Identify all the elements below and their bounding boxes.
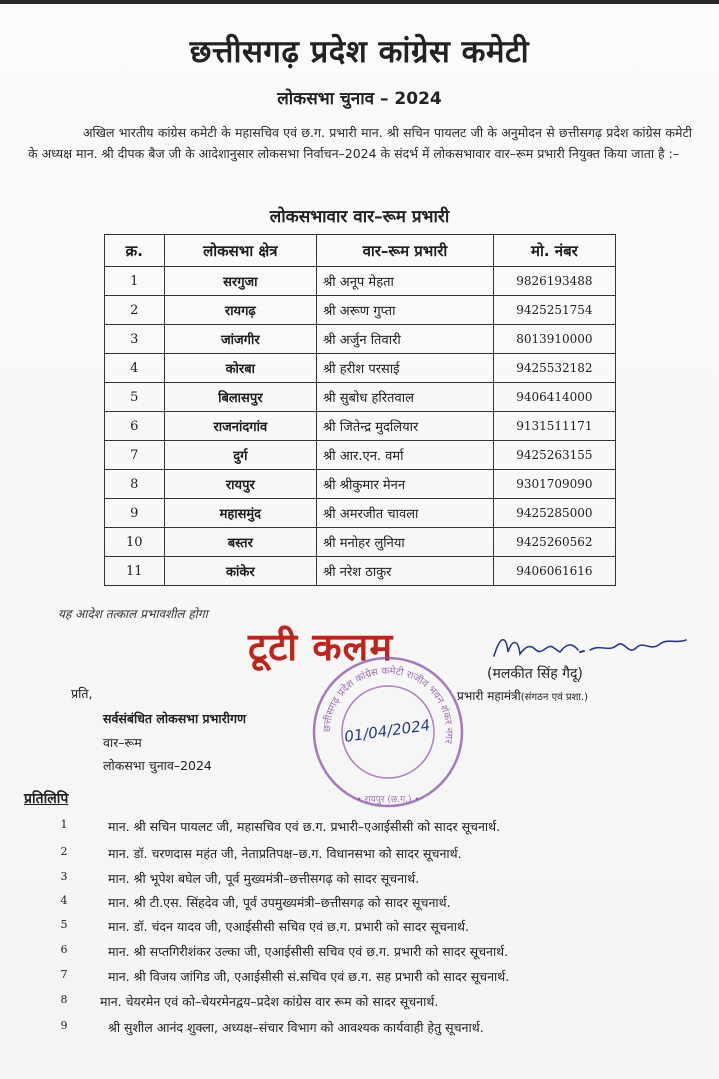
- cell-sn: 3: [105, 325, 165, 354]
- seal-bottom-text: • रायपुर (छ.ग.) •: [356, 795, 420, 805]
- signatory-post: [457, 687, 588, 704]
- copy-to-number: 7: [60, 968, 68, 981]
- copy-to-number: 3: [60, 870, 68, 883]
- copy-to-number: 6: [60, 943, 68, 956]
- copy-to-text: मान. डॉ. चंदन यादव जी, एआईसीसी सचिव एवं छ.ग. प्रभारी को सादर सूचनार्थ.: [108, 919, 469, 934]
- cell-incharge: श्री अमरजीत चावला: [317, 499, 494, 528]
- copy-to-text: मान. श्री सप्तगिरीशंकर उल्का जी, एआईसीसी सचिव एवं छ.ग. प्रभारी को सादर सूचनार्थ.: [108, 944, 509, 959]
- copy-to-number: 2: [60, 845, 68, 858]
- table-row: [105, 296, 616, 325]
- cell-sn: 10: [105, 528, 165, 557]
- table-row: [105, 470, 616, 499]
- copy-to-text: मान. श्री विजय जांगिड जी, एआईसीसी सं.सचिव एवं छ.ग. सह प्रभारी को सादर सूचनार्थ.: [108, 969, 510, 984]
- cell-sn: 1: [105, 267, 165, 296]
- table-header-row: [105, 235, 616, 267]
- copy-to-heading: प्रतिलिपि: [24, 791, 69, 807]
- cell-sn: 11: [105, 557, 165, 586]
- column-header-sn: क्र.: [105, 235, 165, 267]
- copy-to-text: मान. डॉ. चरणदास महंत जी, नेताप्रतिपक्ष–छ.ग. विधानसभा को सादर सूचनार्थ.: [108, 846, 462, 861]
- column-header-mobile: मो. नंबर: [493, 235, 615, 267]
- copy-to-text: मान. श्री भूपेश बघेल जी, पूर्व मुख्यमंत्री–छत्तीसगढ़ को सादर सूचनार्थ.: [108, 871, 420, 886]
- cell-area: रायगढ़: [164, 296, 316, 325]
- table-row: [105, 528, 616, 557]
- cell-area: बस्तर: [164, 528, 316, 557]
- copy-to-number: 1: [60, 818, 68, 831]
- cell-mobile: 9406061616: [493, 557, 615, 586]
- cell-area: राजनांदगांव: [164, 412, 316, 441]
- cell-incharge: श्री मनोहर लुनिया: [317, 528, 494, 557]
- top-border: [0, 0, 719, 4]
- order-effective-note: यह आदेश तत्काल प्रभावशील होगा: [58, 607, 208, 621]
- cell-area: रायपुर: [164, 470, 316, 499]
- cell-sn: 4: [105, 354, 165, 383]
- copy-to-number: 4: [60, 894, 68, 907]
- copy-to-text: श्री सुशील आनंद शुक्ला, अध्यक्ष–संचार विभाग को आवश्यक कार्यवाही हेतु सूचनार्थ.: [108, 1020, 484, 1035]
- cell-sn: 6: [105, 412, 165, 441]
- table-row: [105, 354, 616, 383]
- cell-incharge: श्री श्रीकुमार मेनन: [317, 470, 494, 499]
- cell-mobile: 9826193488: [493, 267, 615, 296]
- cell-sn: 2: [105, 296, 165, 325]
- cell-mobile: 9425251754: [493, 296, 615, 325]
- cell-mobile: 9425263155: [493, 441, 615, 470]
- table-row: [105, 267, 616, 296]
- cell-mobile: 9406414000: [493, 383, 615, 412]
- signatory-name: (मलकीत सिंह गैदू): [487, 666, 583, 682]
- overlay-watermark-text: टूटी कलम: [248, 625, 394, 669]
- handwritten-signature: [490, 626, 690, 666]
- table-row: [105, 499, 616, 528]
- page-title: छत्तीसगढ़ प्रदेश कांग्रेस कमेटी: [189, 34, 530, 70]
- copy-to-text: मान. चेयरमेन एवं को–चेयरमेनद्वय–प्रदेश कांग्रेस वार रूम को सादर सूचनार्थ.: [100, 994, 439, 1009]
- cell-incharge: श्री जितेन्द्र मुदलियार: [317, 412, 494, 441]
- war-room-table: [104, 234, 616, 586]
- table-heading: लोकसभावार वार–रूम प्रभारी: [269, 207, 450, 227]
- page-subtitle: लोकसभा चुनाव – 2024: [277, 89, 442, 109]
- copy-to-number: 8: [60, 993, 68, 1006]
- table-row: [105, 557, 616, 586]
- intro-paragraph: अखिल भारतीय कांग्रेस कमेटी के महासचिव एवं छ.ग. प्रभारी मान. श्री सचिन पायलट जी के अनुमोदन से छत्तीसगढ़ प्रदेश कांग्रेस कमेटी के अध्यक्ष मान. श्री दीपक बैज जी के आदेशानुसार लोकसभा निर्वाचन–2024 के संदर्भ में लोकसभावार वार–रूम प्रभारी नियुक्त किया जाता है :–: [28, 125, 692, 161]
- copy-to-number: 9: [60, 1019, 68, 1032]
- cell-incharge: श्री अरूण गुप्ता: [317, 296, 494, 325]
- cell-incharge: श्री अनूप मेहता: [317, 267, 494, 296]
- signatory-post-detail: (संगठन एवं प्रशा.): [520, 692, 589, 703]
- copy-to-number: 5: [60, 918, 68, 931]
- cell-mobile: 8013910000: [493, 325, 615, 354]
- recipient-line: वार–रूम: [103, 735, 142, 750]
- cell-incharge: श्री हरीश परसाई: [317, 354, 494, 383]
- recipient-line: लोकसभा चुनाव–2024: [103, 758, 212, 773]
- cell-area: बिलासपुर: [164, 383, 316, 412]
- signatory-post-title: प्रभारी महामंत्री: [457, 689, 521, 703]
- cell-area: कांकेर: [164, 557, 316, 586]
- table-row: [105, 412, 616, 441]
- cell-mobile: 9425285000: [493, 499, 615, 528]
- cell-mobile: 9131511171: [493, 412, 615, 441]
- cell-incharge: श्री सुबोध हरितवाल: [317, 383, 494, 412]
- cell-area: जांजगीर: [164, 325, 316, 354]
- recipient-line: सर्वसंबंधित लोकसभा प्रभारीगण: [103, 711, 247, 726]
- column-header-area: लोकसभा क्षेत्र: [164, 235, 316, 267]
- cell-incharge: श्री आर.एन. वर्मा: [317, 441, 494, 470]
- seal-date: 01/04/2024: [343, 716, 432, 746]
- table-row: [105, 441, 616, 470]
- cell-incharge: श्री नरेश ठाकुर: [317, 557, 494, 586]
- cell-mobile: 9425260562: [493, 528, 615, 557]
- cell-sn: 9: [105, 499, 165, 528]
- table-row: [105, 325, 616, 354]
- cell-area: कोरबा: [164, 354, 316, 383]
- cell-sn: 7: [105, 441, 165, 470]
- recipients-label: प्रति,: [71, 686, 93, 701]
- cell-area: सरगुजा: [164, 267, 316, 296]
- seal-ring-text: छत्तीसगढ़ प्रदेश कांग्रेस कमेटी राजीव भवन शंकर नगर: [321, 665, 455, 745]
- copy-to-text: मान. श्री टी.एस. सिंहदेव जी, पूर्व उपमुख्यमंत्री–छत्तीसगढ़ को सादर सूचनार्थ.: [108, 895, 451, 910]
- cell-area: दुर्ग: [164, 441, 316, 470]
- cell-mobile: 9301709090: [493, 470, 615, 499]
- cell-sn: 8: [105, 470, 165, 499]
- cell-sn: 5: [105, 383, 165, 412]
- cell-area: महासमुंद: [164, 499, 316, 528]
- cell-incharge: श्री अर्जुन तिवारी: [317, 325, 494, 354]
- column-header-incharge: वार–रूम प्रभारी: [317, 235, 494, 267]
- table-row: [105, 383, 616, 412]
- copy-to-text: मान. श्री सचिन पायलट जी, महासचिव एवं छ.ग. प्रभारी–एआईसीसी को सादर सूचनार्थ.: [108, 819, 501, 834]
- cell-mobile: 9425532182: [493, 354, 615, 383]
